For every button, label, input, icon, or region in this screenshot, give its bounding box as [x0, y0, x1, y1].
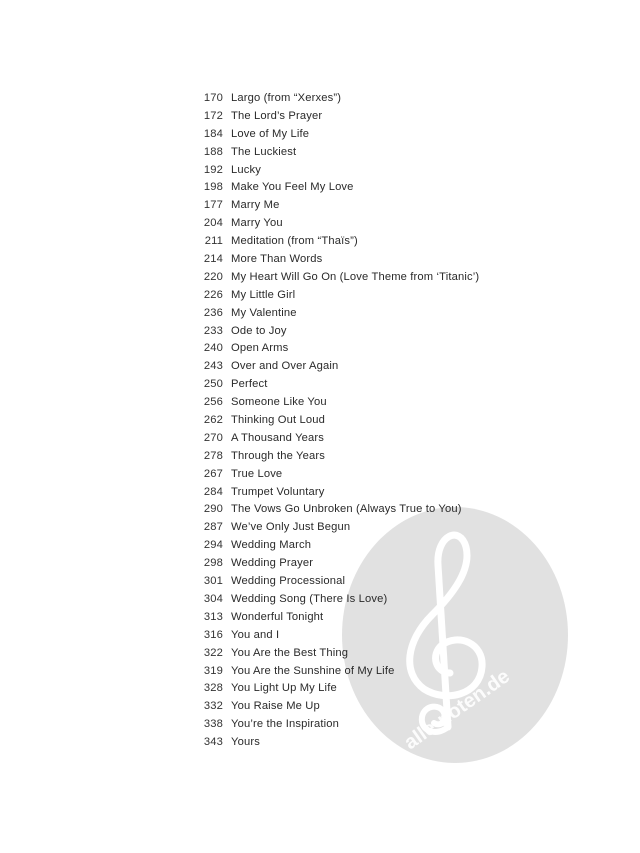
page-number: 316 — [203, 628, 223, 641]
toc-entry[interactable] — [196, 271, 479, 289]
page-number: 322 — [203, 646, 223, 659]
toc-entry[interactable] — [196, 414, 479, 432]
page-number: 188 — [203, 145, 223, 158]
toc-entry[interactable] — [196, 629, 479, 647]
page-number: 226 — [203, 288, 223, 301]
toc-entry[interactable] — [196, 539, 479, 557]
song-title: Open Arms — [231, 342, 289, 355]
song-title: Wedding March — [231, 539, 312, 552]
toc-entry[interactable] — [196, 164, 479, 182]
song-title: Largo (from “Xerxes”) — [231, 92, 342, 104]
song-title: Make You Feel My Love — [231, 181, 354, 194]
song-title: You and I — [231, 628, 280, 641]
page-number: 243 — [203, 360, 223, 373]
toc-entry[interactable] — [196, 307, 479, 325]
toc-entry[interactable] — [196, 593, 479, 611]
toc-entry[interactable] — [196, 360, 479, 378]
toc-entry[interactable] — [196, 378, 479, 396]
toc-entry[interactable] — [196, 253, 479, 271]
page-number: 250 — [203, 378, 223, 391]
song-title: My Heart Will Go On (Love Theme from ‘Titanic’) — [231, 270, 480, 283]
page-number: 319 — [203, 664, 223, 677]
song-title: The Lord’s Prayer — [231, 109, 323, 122]
toc-entry[interactable] — [196, 736, 479, 754]
page-number: 304 — [203, 592, 223, 605]
page-number: 236 — [203, 306, 223, 319]
song-title: Wedding Song (There Is Love) — [231, 592, 388, 605]
song-title: The Vows Go Unbroken (Always True to You) — [231, 503, 462, 516]
toc-entry[interactable] — [196, 110, 479, 128]
toc-entry[interactable] — [196, 486, 479, 504]
page-number: 284 — [203, 485, 223, 498]
page-number: 198 — [203, 181, 223, 194]
toc-entry[interactable] — [196, 700, 479, 718]
page-number: 343 — [203, 736, 223, 749]
toc-entry[interactable] — [196, 557, 479, 575]
page-number: 170 — [203, 92, 223, 104]
song-title: Over and Over Again — [231, 360, 339, 373]
page-number: 220 — [203, 270, 223, 283]
toc-entry[interactable] — [196, 235, 479, 253]
page-number: 338 — [203, 718, 223, 731]
page-number: 177 — [203, 199, 223, 212]
page-number: 294 — [203, 539, 223, 552]
table-of-contents — [196, 92, 479, 754]
page-number: 278 — [203, 449, 223, 462]
song-title: You Light Up My Life — [231, 682, 337, 695]
toc-entry[interactable] — [196, 92, 479, 110]
page-number: 267 — [203, 467, 223, 480]
toc-entry[interactable] — [196, 181, 479, 199]
page-number: 290 — [203, 503, 223, 516]
page-number: 214 — [203, 253, 223, 266]
song-title: My Little Girl — [231, 288, 296, 301]
song-title: You Raise Me Up — [231, 700, 320, 713]
song-title: More Than Words — [231, 253, 323, 266]
song-title: Meditation (from “Thaïs”) — [231, 235, 358, 248]
page-number: 298 — [203, 557, 223, 570]
toc-entry[interactable] — [196, 468, 479, 486]
toc-entry[interactable] — [196, 289, 479, 307]
page-number: 256 — [203, 396, 223, 409]
toc-entry[interactable] — [196, 217, 479, 235]
page-number: 192 — [203, 163, 223, 176]
song-title: You’re the Inspiration — [231, 718, 339, 731]
toc-entry[interactable] — [196, 611, 479, 629]
song-title: Perfect — [231, 378, 268, 391]
watermark-text: alle-noten.de — [400, 665, 514, 755]
toc-entry[interactable] — [196, 199, 479, 217]
page-number: 211 — [204, 235, 223, 248]
toc-entry[interactable] — [196, 450, 479, 468]
toc-entry[interactable] — [196, 682, 479, 700]
toc-entry[interactable] — [196, 718, 479, 736]
page-number: 240 — [203, 342, 223, 355]
song-title: You Are the Best Thing — [231, 646, 349, 659]
song-title: A Thousand Years — [231, 431, 325, 444]
toc-entry[interactable] — [196, 432, 479, 450]
song-title: True Love — [231, 467, 283, 480]
page-number: 328 — [203, 682, 223, 695]
toc-entry[interactable] — [196, 128, 479, 146]
toc-entry[interactable] — [196, 521, 479, 539]
song-title: Someone Like You — [231, 396, 327, 409]
song-title: Trumpet Voluntary — [231, 485, 325, 498]
song-title: My Valentine — [231, 306, 297, 319]
song-title: Through the Years — [231, 449, 325, 462]
song-title: Wedding Prayer — [231, 557, 314, 570]
song-title: We’ve Only Just Begun — [231, 521, 351, 534]
toc-entry[interactable] — [196, 503, 479, 521]
song-title: Wonderful Tonight — [231, 610, 324, 623]
toc-entry[interactable] — [196, 396, 479, 414]
song-title: Yours — [231, 736, 260, 749]
page-number: 262 — [203, 414, 223, 427]
page-number: 233 — [203, 324, 223, 337]
page-number: 184 — [203, 127, 223, 140]
toc-entry[interactable] — [196, 325, 479, 343]
toc-entry[interactable] — [196, 342, 479, 360]
song-title: Ode to Joy — [231, 324, 287, 337]
toc-entry[interactable] — [196, 665, 479, 683]
page-number: 287 — [203, 521, 223, 534]
page-number: 313 — [203, 610, 223, 623]
toc-entry[interactable] — [196, 575, 479, 593]
song-title: Thinking Out Loud — [231, 414, 325, 427]
song-title: The Luckiest — [231, 145, 297, 158]
song-title: Marry You — [231, 217, 283, 230]
song-title: Wedding Processional — [231, 575, 346, 588]
page-number: 172 — [203, 109, 223, 122]
page-number: 204 — [203, 217, 223, 230]
song-title: Love of My Life — [231, 127, 310, 140]
page-number: 270 — [203, 431, 223, 444]
toc-entry[interactable] — [196, 647, 479, 665]
page-number: 332 — [203, 700, 223, 713]
song-title: You Are the Sunshine of My Life — [231, 664, 395, 677]
song-title: Marry Me — [231, 199, 280, 212]
song-title: Lucky — [231, 163, 261, 176]
toc-entry[interactable] — [196, 146, 479, 164]
page-number: 301 — [203, 575, 223, 588]
